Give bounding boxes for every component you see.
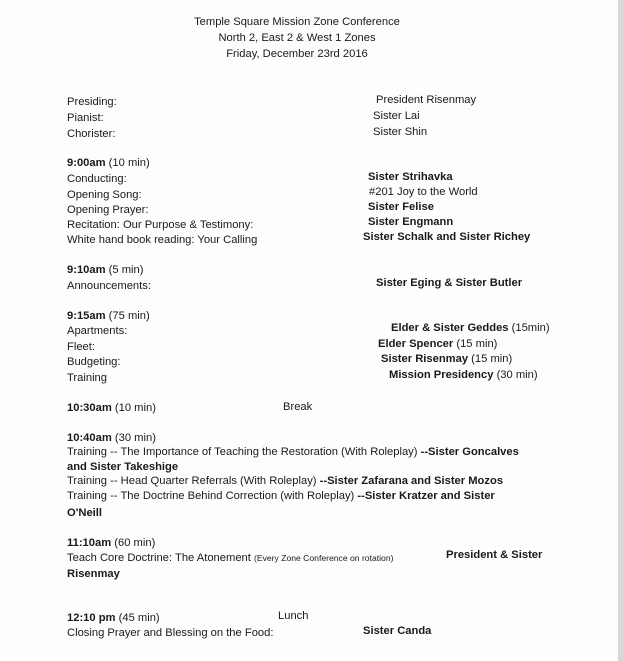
duration: (45 min): [115, 612, 160, 624]
name-announcements: Sister Eging & Sister Butler: [376, 277, 523, 289]
program-zones: North 2, East 2 & West 1 Zones: [218, 32, 376, 44]
atonement-presenter: President & Sister: [446, 549, 543, 561]
program-title: Temple Square Mission Zone Conference: [194, 16, 400, 28]
training-restoration: [67, 446, 519, 459]
role-conducting: Conducting:: [67, 173, 127, 185]
role-training: Training: [67, 372, 108, 384]
section-1210-heading: [67, 612, 160, 625]
role-opening-song: Opening Song:: [67, 189, 142, 201]
program-date: Friday, December 23rd 2016: [226, 48, 368, 60]
training-title: Training -- Head Quarter Referrals (With Roleplay): [67, 475, 320, 487]
section-1040-heading: [67, 432, 156, 445]
section-1110-heading: [67, 537, 155, 550]
training-restoration-presenter-cont: and Sister Takeshige: [67, 461, 179, 473]
role-apartments: Apartments:: [67, 325, 128, 337]
role-closing-prayer: Closing Prayer and Blessing on the Food:: [67, 627, 274, 639]
break-label: Break: [283, 401, 313, 413]
role-budgeting: Budgeting:: [67, 356, 121, 368]
name-handbook-reading: Sister Schalk and Sister Richey: [363, 231, 531, 243]
role-fleet: Fleet:: [67, 341, 95, 353]
duration: (30 min): [111, 432, 156, 444]
role-recitation: Recitation: Our Purpose & Testimony:: [67, 219, 254, 231]
name-opening-song: #201 Joy to the World: [369, 186, 478, 198]
name-recitation: Sister Engmann: [368, 216, 454, 228]
time: 9:00am: [67, 157, 106, 169]
section-0910-heading: [67, 264, 143, 277]
duration: (75 min): [105, 310, 150, 322]
rotation-note: (Every Zone Conference on rotation): [253, 553, 394, 563]
presenter: Elder & Sister Geddes: [391, 322, 509, 334]
time: 10:30am: [67, 402, 112, 414]
section-0915-heading: [67, 310, 150, 323]
training-correction: [67, 490, 495, 503]
role-presiding: Presiding:: [67, 96, 117, 108]
duration: (10 min): [105, 157, 150, 169]
name-budgeting: [381, 353, 512, 366]
duration: (5 min): [105, 264, 144, 276]
duration: (10 min): [111, 402, 156, 414]
presenter: Mission Presidency: [389, 369, 494, 381]
duration: (30 min): [493, 369, 538, 381]
section-0900-heading: [67, 157, 150, 170]
training-title: Training -- The Doctrine Behind Correction (with Roleplay): [67, 490, 358, 502]
role-handbook-reading: White hand book reading: Your Calling: [67, 234, 258, 246]
name-pianist: Sister Lai: [373, 110, 420, 122]
time: 12:10 pm: [67, 612, 116, 624]
name-conducting: Sister Strihavka: [368, 171, 453, 183]
name-fleet: [378, 338, 497, 351]
time: 10:40am: [67, 432, 112, 444]
time: 11:10am: [67, 537, 112, 549]
topic-title: Teach Core Doctrine: The Atonement: [67, 552, 254, 564]
section-1030-heading: [67, 402, 156, 415]
name-opening-prayer: Sister Felise: [368, 201, 434, 213]
name-closing-prayer: Sister Canda: [363, 625, 432, 637]
name-chorister: Sister Shin: [373, 126, 428, 138]
role-chorister: Chorister:: [67, 128, 116, 140]
name-training: [389, 369, 538, 382]
training-correction-presenter-cont: O'Neill: [67, 507, 102, 519]
presenter: --Sister Goncalves: [420, 446, 519, 458]
time: 9:10am: [67, 264, 106, 276]
role-pianist: Pianist:: [67, 112, 104, 124]
training-referrals: [67, 475, 503, 488]
page-edge: [618, 0, 624, 661]
presenter: Elder Spencer: [378, 338, 454, 350]
name-presiding: President Risenmay: [376, 94, 477, 106]
presenter: Sister Risenmay: [381, 353, 469, 365]
duration: (15 min): [468, 353, 513, 365]
name-apartments: [391, 322, 550, 335]
role-opening-prayer: Opening Prayer:: [67, 204, 149, 216]
atonement-topic: [67, 552, 393, 565]
training-title: Training -- The Importance of Teaching the Restoration (With Roleplay): [67, 446, 421, 458]
role-announcements: Announcements:: [67, 280, 151, 292]
presenter: --Sister Kratzer and Sister: [357, 490, 495, 502]
time: 9:15am: [67, 310, 106, 322]
atonement-presenter-cont: Risenmay: [67, 568, 120, 580]
duration: (60 min): [111, 537, 156, 549]
presenter: --Sister Zafarana and Sister Mozos: [319, 475, 504, 487]
lunch-label: Lunch: [278, 610, 309, 622]
duration: (15min): [508, 322, 550, 334]
duration: (15 min): [453, 338, 498, 350]
